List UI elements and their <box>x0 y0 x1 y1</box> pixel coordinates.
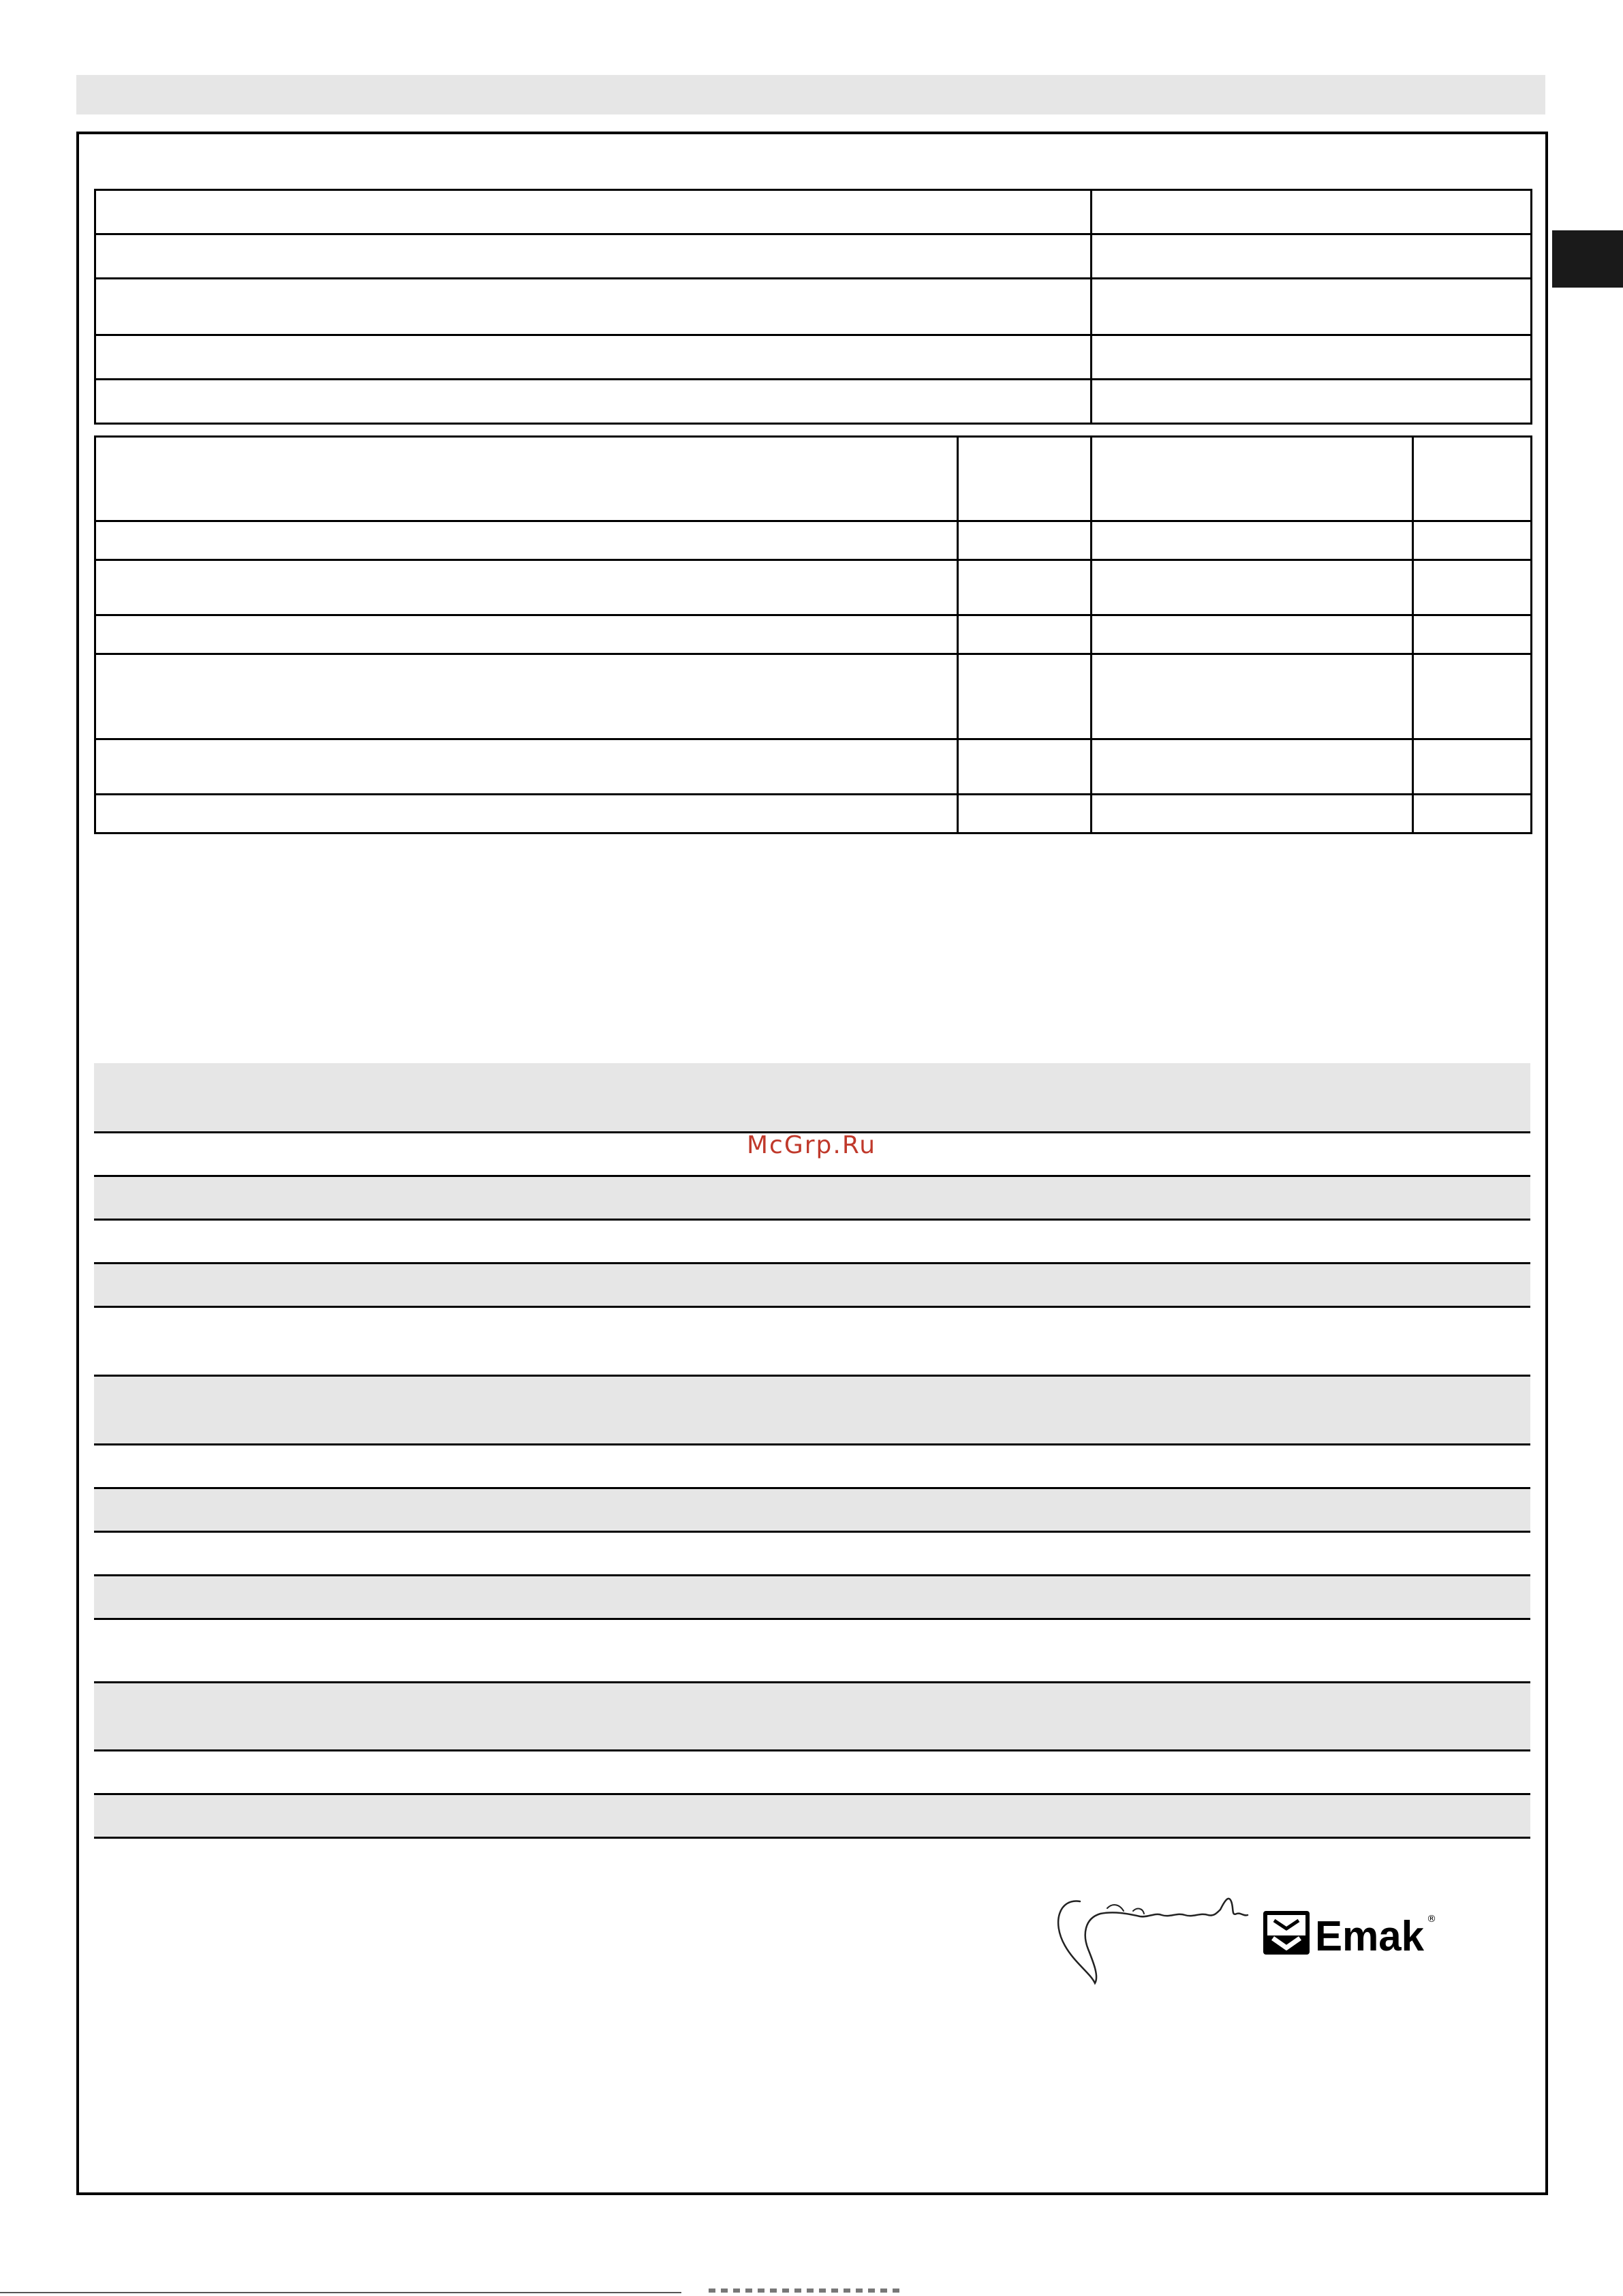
table-cell <box>1092 795 1413 833</box>
table-cell <box>95 335 1092 380</box>
footer-marks <box>709 2289 899 2293</box>
table-cell <box>95 190 1092 234</box>
table-cell <box>1413 521 1532 560</box>
table-row <box>95 234 1532 279</box>
table-cell <box>958 615 1092 654</box>
declaration-band <box>94 1751 1530 1795</box>
table-cell <box>1413 437 1532 521</box>
table-row <box>95 795 1532 833</box>
table-cell <box>95 739 958 795</box>
table-row <box>95 654 1532 739</box>
table-cell <box>1092 739 1413 795</box>
table-row <box>95 335 1532 380</box>
language-tab <box>1552 230 1623 288</box>
table-cell <box>958 560 1092 615</box>
declaration-band <box>94 1683 1530 1751</box>
table-cell <box>1092 521 1413 560</box>
svg-text:Emak: Emak <box>1315 1913 1425 1957</box>
table-cell <box>1413 795 1532 833</box>
table-row <box>95 521 1532 560</box>
table-row <box>95 190 1532 234</box>
specification-table <box>94 435 1532 834</box>
table-cell <box>95 521 958 560</box>
declaration-band <box>94 1264 1530 1308</box>
table-cell <box>95 234 1092 279</box>
declaration-band <box>94 1576 1530 1620</box>
declaration-band <box>94 1445 1530 1489</box>
footer-rule <box>0 2292 681 2293</box>
table-row <box>95 739 1532 795</box>
table-cell <box>1092 234 1532 279</box>
declaration-band <box>94 1533 1530 1576</box>
table-cell <box>958 654 1092 739</box>
table-cell <box>1413 739 1532 795</box>
declaration-band <box>94 1308 1530 1377</box>
table-cell <box>95 380 1092 424</box>
table-cell <box>1092 335 1532 380</box>
declaration-band <box>94 1177 1530 1221</box>
table-cell <box>1092 615 1413 654</box>
table-cell <box>1092 654 1413 739</box>
table-row <box>95 437 1532 521</box>
table-cell <box>1092 437 1413 521</box>
declaration-band <box>94 1377 1530 1445</box>
table-cell <box>958 739 1092 795</box>
table-cell <box>958 521 1092 560</box>
table-cell <box>1092 279 1532 335</box>
table-cell <box>1092 560 1413 615</box>
signature <box>1053 1881 1257 1990</box>
identification-table <box>94 189 1532 425</box>
table-cell <box>95 560 958 615</box>
brand-logo <box>1262 1908 1436 1957</box>
declaration-band <box>94 1063 1530 1133</box>
table-cell <box>1413 560 1532 615</box>
table-row <box>95 560 1532 615</box>
declaration-band <box>94 1795 1530 1839</box>
table-row <box>95 380 1532 424</box>
table-row <box>95 615 1532 654</box>
table-cell <box>95 795 958 833</box>
table-cell <box>95 279 1092 335</box>
table-cell <box>95 615 958 654</box>
table-cell <box>95 437 958 521</box>
table-cell <box>1413 615 1532 654</box>
table-cell <box>95 654 958 739</box>
table-cell <box>1092 380 1532 424</box>
table-cell <box>1413 654 1532 739</box>
declaration-band <box>94 1221 1530 1264</box>
header-band <box>76 75 1545 114</box>
watermark-text: McGrp.Ru <box>746 1131 877 1159</box>
table-cell <box>958 795 1092 833</box>
table-cell <box>1092 190 1532 234</box>
declaration-band <box>94 1489 1530 1533</box>
table-cell <box>958 437 1092 521</box>
table-row <box>95 279 1532 335</box>
declaration-band <box>94 1620 1530 1683</box>
svg-text:®: ® <box>1427 1914 1436 1925</box>
